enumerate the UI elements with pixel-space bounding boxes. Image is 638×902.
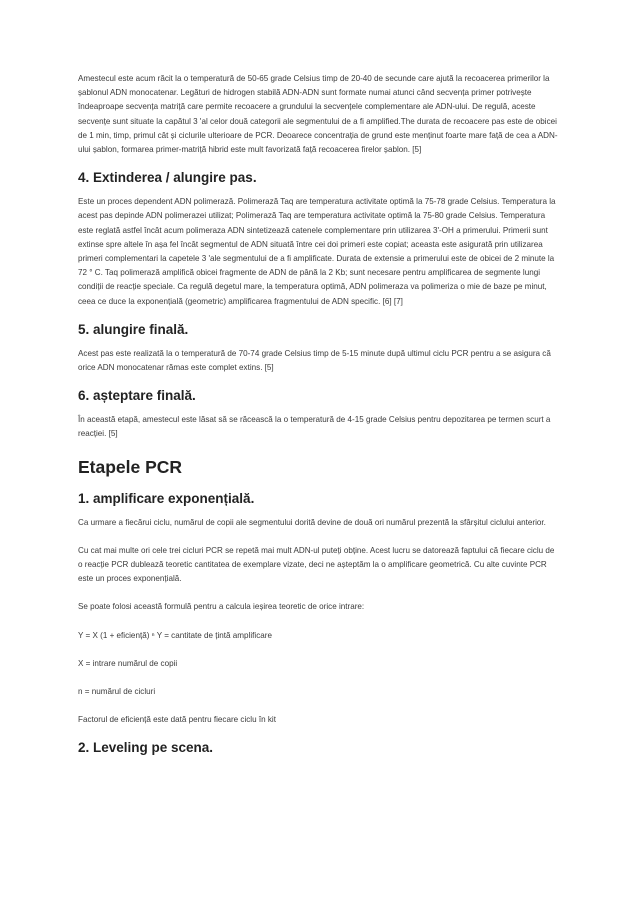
intro-paragraph: Amestecul este acum răcit la o temperatură de 50-65 grade Celsius timp de 20-40 de secunde care ajută la recoacerea primerilor la șablonul ADN monocatenar. Legături de hidrogen stabilă ADN-ADN sunt formate numai atunci când secvența primer potrivește îndeaproape secvența matriță care permite recoacere a grundului la secvențele complementare ale ADN-ului. De regulă, aceste secvențe sunt situate la capătul 3 'al celor două categorii ale segmentului de a fi amplified.The durata de recoacere pas este de obicei de 1 min, timp, primul cât și ciclurile ulterioare de PCR. Deoarece concentrația de grund este menținut foarte mare față de cea a ADN-ului șablon, formarea primer-matriță hibrid este mult favorizată față recoacerea firelor șablon. [5]	[78, 74, 558, 155]
subsection-heading-exponential: 1. amplificare exponențială.	[78, 490, 255, 506]
exponential-paragraph: Ca urmare a fiecărui ciclu, numărul de copii ale segmentului dorită devine de două ori numărul prezentă la sfârșitul ciclului anterior.	[78, 517, 546, 527]
main-heading-pcr-stages: Etapele PCR	[78, 456, 183, 477]
section-heading-extension: 4. Extinderea / alungire pas.	[78, 170, 257, 186]
section-paragraph-final-elongation: Acest pas este realizată la o temperatură de 70-74 grade Celsius timp de 5-15 minute după ultimul ciclu PCR pentru a se asigura că orice ADN monocatenar rămas este complet extins. [5]	[78, 348, 551, 373]
efficiency-note: Factorul de eficiență este dată pentru fiecare ciclu în kit	[78, 715, 276, 725]
section-paragraph-final-hold: În această etapă, amestecul este lăsat să se răcească la o temperatură de 4-15 grade Celsius pentru depozitarea pe termen scurt a reacției. [5]	[78, 415, 551, 439]
formula-variable-n: n = numărul de cicluri	[78, 687, 156, 697]
formula-variable-x: X = intrare numărul de copii	[78, 658, 178, 668]
subsection-heading-leveling: 2. Leveling pe scena.	[78, 740, 214, 756]
formula-line: Y = X (1 + eficiență) ⁿ Y = cantitate de țintă amplificare	[78, 630, 272, 640]
exponential-paragraph: Cu cat mai multe ori cele trei cicluri PCR se repetă mai mult ADN-ul puteți obține. Acest lucru se datorează faptului că fiecare ciclu de o reacție PCR dublează teoretic cantitatea de exemplare vizate, deci ne așteptăm la o amplificare geometrică. Cu alte cuvinte PCR este un proces exponențială.	[78, 545, 555, 584]
section-heading-final-hold: 6. așteptare finală.	[78, 388, 196, 404]
section-paragraph-extension: Este un proces dependent ADN polimerază. Polimerază Taq are temperatura activitate optimă la 75-78 grade Celsius. Temperatura la acest pas depinde ADN polimerazei utilizat; Polimerază Taq are temperatura activitate optimă la 75-80 grade Celsius. Temperatura este reglată astfel încât acum polimeraza ADN sintetizează catenele complementare prin utilizarea 3'-OH a primerului. Primerii sunt extinse spre altele în așa fel încât segmentul de ADN situată între cei doi primeri este copiat; aceasta este asigurată prin utilizarea primeri complementari la capetele 3 'ale segmentului de a fi amplificate. Durata de extensie a primerului este de obicei de 2 minute la 72 ° C. Taq polimerază amplifică obicei fragmente de ADN de până la 2 Kb; sunt necesare pentru amplificarea de segmente lungi condiții de reacție speciale. Ca regulă degetul mare, la temperatura optimă, ADN polimeraza va polimeriza o mie de baze pe minut, ceea ce duce la exponențială (geometric) amplificarea fragmentului de ADN specific. [6] [7]	[78, 197, 556, 306]
section-heading-final-elongation: 5. alungire finală.	[78, 321, 189, 337]
formula-intro: Se poate folosi această formulă pentru a calcula ieșirea teoretic de orice intrare:	[78, 602, 365, 612]
